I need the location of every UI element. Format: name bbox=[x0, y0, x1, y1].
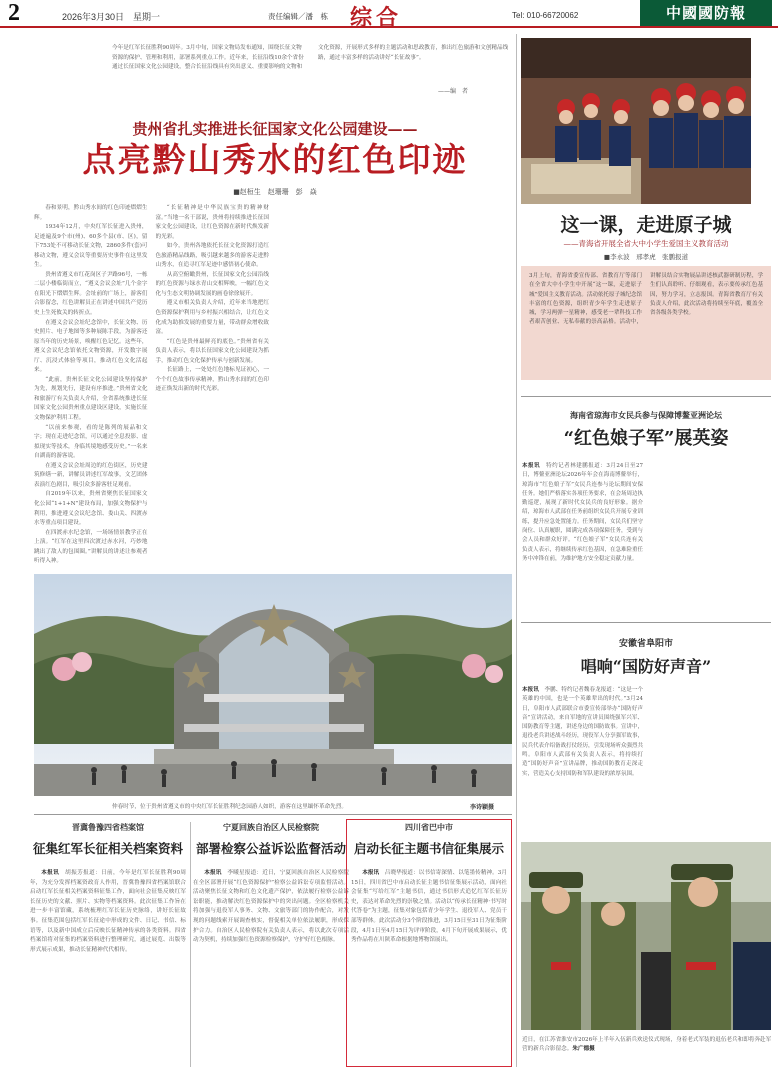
right-article-title: 唱响“国防好声音” bbox=[580, 657, 712, 676]
main-paragraph: “以前来参观，看的是陈列的展品和文字；现在走进纪念馆，可以通过全息投影、虚拟现实等技术，身临其境地感受历史。”一名来自湖南的游客说。 bbox=[34, 424, 148, 460]
main-paragraph: 贵州省遵义市红花岗区子尹路96号，一栋二层小楼临街而立，“遵义会议会址”几个金字在阳光下熠熠生辉。会址前的广场上，游客们合影留念，红色讲解员正在讲述中国共产党历史上生死攸关的转折点。 bbox=[34, 271, 148, 317]
responsible-editor: 责任编辑／潘 栋 bbox=[268, 12, 328, 21]
editor-note: 今年是红军长征胜利90周年。3月中旬，国家文物局发布通知，围绕长征文物资源的保护、管理和利用，部署系列重点工作。近年来，长征沿线10余个省份通过长征国家文化公园建设，整合长征沿线具有突出意义、重要影响的文物和文化资源，开展形式多样的主题活动和思政教育，推出红色旅游和文创精品线路，通过丰富多样的活动讲好“长征故事”。 bbox=[112, 45, 509, 71]
right-article-title: 这一课，走进原子城 bbox=[560, 214, 732, 236]
students-museum-photo bbox=[521, 38, 751, 204]
divider bbox=[516, 34, 517, 1067]
divider bbox=[190, 822, 191, 1067]
right-article-kicker: 海南省琼海市女民兵参与保障博鳌亚洲论坛 bbox=[570, 410, 722, 420]
main-paragraph: 从高空俯瞰贵州，长征国家文化公园沿线的红色资源与绿水青山交相辉映，一幅红色文化与生态文明协调发展的画卷徐徐展开。 bbox=[155, 271, 269, 297]
main-paragraph: 长征路上，一处处红色地标见证初心，一个个红色故事传承精神，黔山秀水间的红色印迹正焕发出新的时代光彩。 bbox=[155, 367, 269, 393]
issue-date: 2026年3月30日 星期一 bbox=[62, 12, 161, 22]
right-article-title: “红色娘子军”展英姿 bbox=[563, 428, 729, 449]
right-article-text: 3月上旬，青海省委宣传部、省教育厅等部门在全省大中小学生中开展“这一课，走进原子城”爱国主义教育活动。活动依托原子城纪念馆丰富的红色资源，组织青少年学生走进原子城，学习两弹一星精神，感受老一辈科技工作者艰苦创业、无私奉献的崇高品格。活动中，讲解员结合实物展品讲述核武器研制历程，学生们认真聆听、仔细观看，表示要传承红色基因，努力学习，立志报国。青海省教育厅有关负责人介绍，此次活动将持续至年底，覆盖全省各级各类学校。 bbox=[529, 273, 763, 326]
memorial-park-photo bbox=[34, 574, 512, 796]
main-photo-credit: 李诗颖摄 bbox=[470, 804, 495, 811]
main-paragraph: “此前，贵州长征文化公园建设坚持保护为先，规划先行，建设有序推进。”贵州省文化和旅游厅有关负责人介绍，全省系统推进长征国家文化公园贵州重点建设区建设，实施长征文物保护利用工程。 bbox=[34, 376, 148, 422]
bottom-article-text: 本报讯 吕晓华报道：以书信寄深情、以笔墨传精神。3月15日，四川省巴中市启动长征主题书信征集展示活动，面向社会征集“写给红军”主题书信，通过书信形式追忆红军长征历史，表达对革命先烈的崇敬之情。活动以“传承长征精神·书写时代答卷”为主题，征集对象包括青少年学生、退役军人、党员干部等群体。此次活动分3个阶段推进，3月15日至31日为征集阶段，4月1日至4月15日为评审阶段，4月下旬开展成果展示，优秀作品将在川陕革命根据地博物馆展出。 bbox=[351, 870, 507, 944]
main-paragraph: 春和景明，黔山秀水间的红色印迹熠熠生辉。 bbox=[34, 205, 148, 221]
divider bbox=[521, 396, 771, 397]
main-paragraph: 自2019年以来，贵州省聚焦长征国家文化公园“1+1+N”建设布局，加强文物保护与利用，推进遵义会议纪念馆、娄山关、四渡赤水等重点项目建设。 bbox=[34, 491, 148, 527]
divider bbox=[521, 622, 771, 623]
bottom-article-kicker: 宁夏回族自治区人民检察院 bbox=[223, 822, 319, 832]
bottom-article-archives bbox=[30, 822, 186, 1067]
main-paragraph: 遵义市相关负责人介绍，近年来当地把红色资源保护利用与乡村振兴相结合，让红色文化成为助推发展的重要力量，带动群众增收致富。 bbox=[155, 300, 269, 336]
veterans-photo bbox=[521, 842, 771, 1030]
main-paragraph: “红色是贵州最鲜亮的底色。”贵州省有关负责人表示，将以长征国家文化公园建设为抓手，推动红色文化保护传承与创新发展。 bbox=[155, 338, 269, 364]
editor-note-sign: ——编 者 bbox=[438, 88, 469, 95]
main-paragraph: “长征精神是中华民族宝贵的精神财富。”当地一名干部说，贵州将持续推进长征国家文化公园建设，让红色资源在新时代焕发新的光彩。 bbox=[155, 205, 269, 240]
main-paragraph: 在遵义会议会址纪念馆中，长征文物、历史照片、电子地图等多种展陈手段，为游客还原当年的历史场景，唤醒红色记忆。这些年，遵义会议纪念馆依托文物资源，开发数字展厅、沉浸式体验等项目，推动红色文化活起来。 bbox=[34, 319, 148, 374]
right-article-box bbox=[521, 266, 771, 380]
bottom-article-procuratorate bbox=[193, 822, 349, 1067]
right-article-kicker: 安徽省阜阳市 bbox=[618, 639, 673, 649]
main-paragraph: 在四渡赤水纪念馆，一场场情景教学正在上演。“红军在这里四次渡过赤水河，巧妙地跳出了敌人的包围圈。”讲解员的讲述让参观者听得入神。 bbox=[34, 529, 148, 565]
bottom-article-kicker: 晋冀鲁豫四省档案馆 bbox=[72, 822, 144, 832]
right-article-text: 本报讯 特约记者林建鹏报道：3月24日至27日，博鳌亚洲论坛2026年年会在海南博鳌举行，琼海市“红色娘子军”女民兵连参与论坛期间安保任务。她们严格落实各项任务要求，在会场周边执勤巡逻，展现了新时代女民兵的良好形象。据介绍，琼海市人武部在任务前组织女民兵开展专业训练，提升应急处置能力。任务期间，女民兵们坚守岗位、认真履职，圆满完成各项保障任务，受到与会人员和群众好评。“红色娘子军”女民兵连有关负责人表示，将继续传承红色基因，在急难险重任务中冲锋在前，为维护地方安全稳定贡献力量。 bbox=[522, 463, 644, 562]
main-paragraph: 1934年12月，中央红军长征进入贵州，足迹遍及9个市(州)、60多个县(市、区)，留下753处不可移动长征文物，2860多件(套)可移动文物，遵义会议等重要历史事件在这里发生。 bbox=[34, 224, 148, 269]
main-article-authors: ■赵桓生 赵珊珊 彭 焱 bbox=[233, 188, 317, 196]
right-article-subtitle: ——青海省开展全省大中小学生爱国主义教育活动 bbox=[563, 239, 729, 248]
page-number: 2 bbox=[8, 0, 20, 26]
bottom-article-text: 本报讯 李曦星报道：近日，宁夏回族自治区人民检察院在全区部署开展“红色资源保护”检察公益诉讼专项监督活动。活动聚焦长征文物和红色文化遗产保护，依法履行检察公益诉讼职能，推动解决红色资源保护中的突出问题。全区检察机关将加强与退役军人事务、文物、文旅等部门的协作配合，对发现的问题线索开展调查核实，督促相关单位依法履职，形成保护合力。自治区人民检察院有关负责人表示，将以此次专项活动为契机，持续加强红色资源检察保护，守护好红色根脉。 bbox=[193, 870, 349, 944]
telephone: Tel: 010-66720062 bbox=[512, 11, 579, 20]
main-paragraph: 在遵义会议会址周边的红色街区，历史建筑修缮一新，讲解员讲述红军故事，文艺团体表演红色剧目，吸引众多游客驻足观看。 bbox=[34, 462, 148, 488]
newspaper-logo: 中國國防報 bbox=[640, 0, 772, 26]
bottom-article-kicker: 四川省巴中市 bbox=[405, 822, 453, 832]
bottom-article-bazhong bbox=[351, 822, 507, 1067]
section-title: 综合 bbox=[350, 5, 403, 31]
bottom-article-title: 部署检察公益诉讼监督活动 bbox=[195, 841, 346, 856]
veterans-photo-caption: 近日，在江苏省淮安市2026年上半年入伍新兵欢送仪式现场，身着老式军装的退伍老兵和即将奔赴军营的新兵合影留念。朱广德摄 bbox=[522, 1037, 772, 1052]
bottom-article-title: 征集红军长征相关档案资料 bbox=[32, 841, 183, 856]
main-article-title: 点亮黔山秀水的红色印迹 bbox=[82, 140, 468, 179]
bottom-article-title: 启动长征主题书信征集展示 bbox=[353, 841, 504, 856]
divider bbox=[34, 814, 512, 815]
right-article-authors: ■李永波 邢孝虎 张鹏报道 bbox=[603, 253, 689, 261]
main-paragraph: 如今，贵州各地依托长征文化资源打造红色旅游精品线路，吸引越来越多的游客走进黔山秀水，在追寻红军足迹中感悟初心使命。 bbox=[155, 243, 269, 269]
bottom-article-text: 本报讯 胡振芳报道：日前，今年是红军长征胜利90周年，为充分发挥档案资政育人作用，晋冀鲁豫四省档案馆联合启动红军长征相关档案资料征集工作，面向社会征集反映红军长征历史的文献、照片、实物等档案资料。此次征集工作旨在进一步丰富馆藏，系统梳理红军长征历史脉络，讲好长征故事。征集范围包括红军长征途中形成的文件、日记、书信、标语等，以及新中国成立后反映长征精神传承的各类资料。四省档案馆将对征集的档案资料进行整理研究，通过展览、出版等形式展示成果，推动长征精神代代相传。 bbox=[30, 870, 186, 953]
main-article-body bbox=[34, 204, 512, 574]
right-article-text: 本报讯 李鹏、特约记者魏春龙报道：“这是一个英雄的中国，也是一个英雄辈出的时代。”3月24日，阜阳市人武部联合市委宣传部举办“国防好声音”宣讲活动，来自军地的宣讲员围绕强军兴军、国防教育等主题，讲述身边的国防故事。宣讲中，退役老兵讲述战斗经历，现役军人分享强军故事，民兵代表介绍备战打仗经历，引发现场听众强烈共鸣。阜阳市人武部有关负责人表示，将持续打造“国防好声音”宣讲品牌，推动国防教育走深走实，营造关心支持国防和军队建设的浓厚氛围。 bbox=[522, 687, 644, 777]
main-photo-caption: 仲春时节，位于贵州省遵义市的中央红军长征胜利纪念园游人如织，游客在这里缅怀革命先烈。 bbox=[112, 804, 347, 810]
main-article-kicker: 贵州省扎实推进长征国家文化公园建设—— bbox=[132, 120, 418, 138]
